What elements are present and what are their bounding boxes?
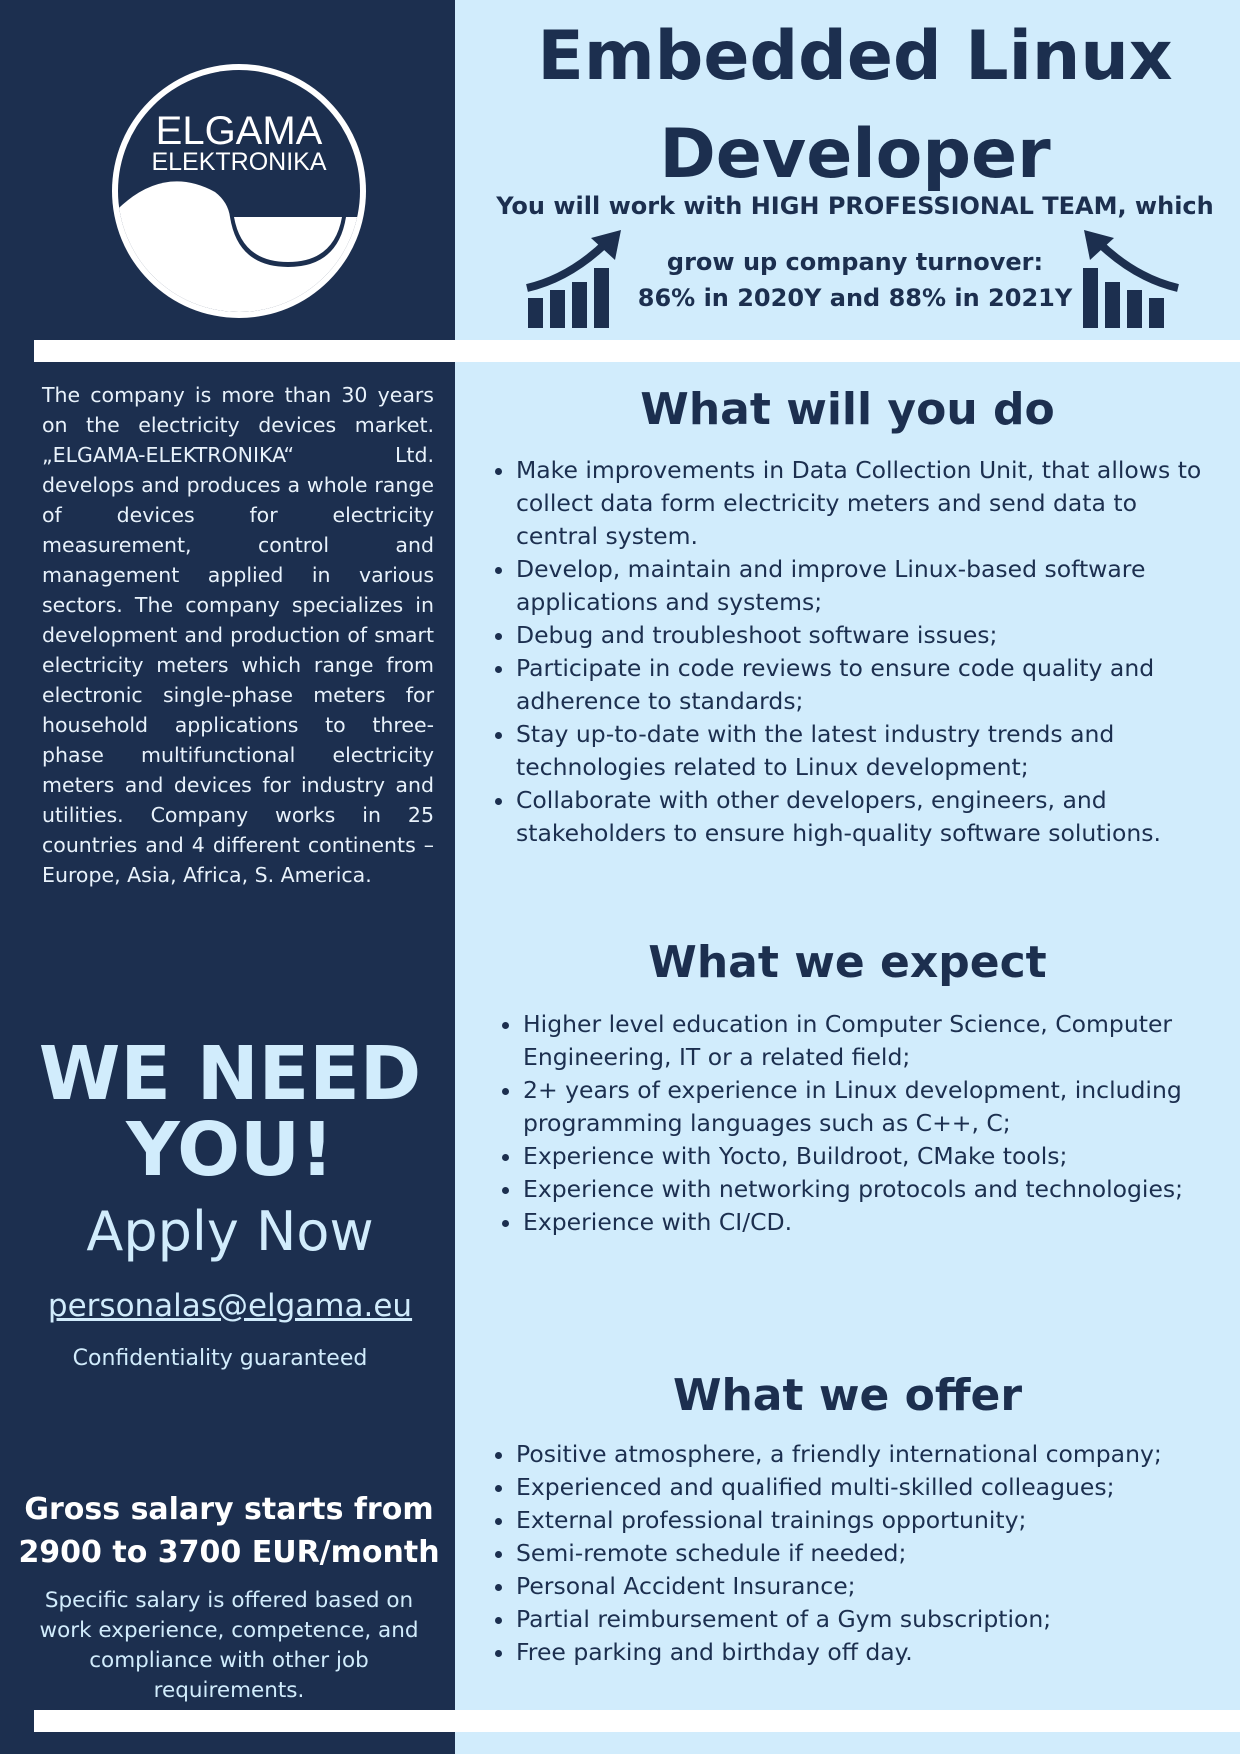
list-item: • Develop, maintain and improve Linux-based software applications and systems; [516,553,1216,619]
duties-list [516,454,1216,850]
list-item: • Experienced and qualified multi-skilled colleagues; [516,1471,1216,1504]
logo-text-elektronika: ELEKTRONIKA [151,148,327,176]
company-logo [110,62,368,320]
job-title [470,8,1240,204]
list-item: • Higher level education in Computer Science, Computer Engineering, IT or a related field; [523,1008,1223,1074]
chart-growth-icon [525,228,625,332]
contact-email-link[interactable]: personalas@elgama.eu [47,1288,413,1324]
chart-decline-icon [1080,228,1180,332]
job-title-line2: Developer [659,115,1051,194]
confidentiality-note: Confidentiality guaranteed [72,1346,368,1371]
salary-line1: Gross salary starts from [24,1492,434,1527]
apply-now-label: Apply Now [86,1200,374,1263]
subtitle-line1: You will work with HIGH PROFESSIONAL TEAM, which [496,192,1214,220]
list-item: • Collaborate with other developers, engineers, and stakeholders to ensure high-quality software solutions. [516,784,1216,850]
logo-text-elgama: ELGAMA [155,109,323,153]
list-item: • Experience with Yocto, Buildroot, CMake tools; [523,1140,1223,1173]
list-item: • Stay up-to-date with the latest industry trends and technologies related to Linux development; [516,718,1216,784]
section-heading-what-we-offer: What we offer [672,1370,1023,1421]
salary-range [14,1488,444,1574]
list-item: • External professional trainings opportunity; [516,1504,1216,1537]
list-item: • Debug and troubleshoot software issues; [516,619,1216,652]
job-title-line1: Embedded Linux [537,17,1173,96]
list-item: • 2+ years of experience in Linux development, including programming languages such as C++, C; [523,1074,1223,1140]
list-item: • Make improvements in Data Collection Unit, that allows to collect data form electricity meters and send data to central system. [516,454,1216,553]
top-divider [34,340,1240,362]
company-description: The company is more than 30 years on the electricity devices market. „ELGAMA-ELEKTRONIKA“ Ltd. develops and produces a whole range of devices for electricity measurement, control and management applied in various sectors. The company specializes in development and production of smart electricity meters which range from electronic single-phase meters for household applications to three-phase multifunctional electricity meters and devices for industry and utilities. Company works in 25 countries and 4 different continents – Europe, Asia, Africa, S. America. [42,383,434,887]
bottom-divider [34,1710,1240,1732]
subtitle-line2: grow up company turnover: [666,248,1044,276]
list-item: • Experience with CI/CD. [523,1206,1223,1239]
salary-line2: 2900 to 3700 EUR/month [18,1535,440,1570]
list-item: • Semi-remote schedule if needed; [516,1537,1216,1570]
we-need-line2: YOU! [126,1107,334,1193]
we-need-line1: WE NEED [38,1031,422,1117]
list-item: • Experience with networking protocols and technologies; [523,1173,1223,1206]
list-item: • Free parking and birthday off day. [516,1636,1216,1669]
section-heading-what-we-expect: What we expect [648,937,1047,988]
list-item: • Partial reimbursement of a Gym subscription; [516,1603,1216,1636]
section-heading-what-will-you-do: What will you do [640,384,1055,435]
salary-note: Specific salary is offered based on work experience, competence, and compliance with other job requirements. [39,1588,419,1703]
subtitle-line3: 86% in 2020Y and 88% in 2021Y [637,284,1073,312]
requirements-list [523,1008,1223,1239]
we-need-you-heading [20,1031,440,1193]
list-item: • Personal Accident Insurance; [516,1570,1216,1603]
list-item: • Positive atmosphere, a friendly international company; [516,1438,1216,1471]
list-item: • Participate in code reviews to ensure code quality and adherence to standards; [516,652,1216,718]
benefits-list [516,1438,1216,1669]
